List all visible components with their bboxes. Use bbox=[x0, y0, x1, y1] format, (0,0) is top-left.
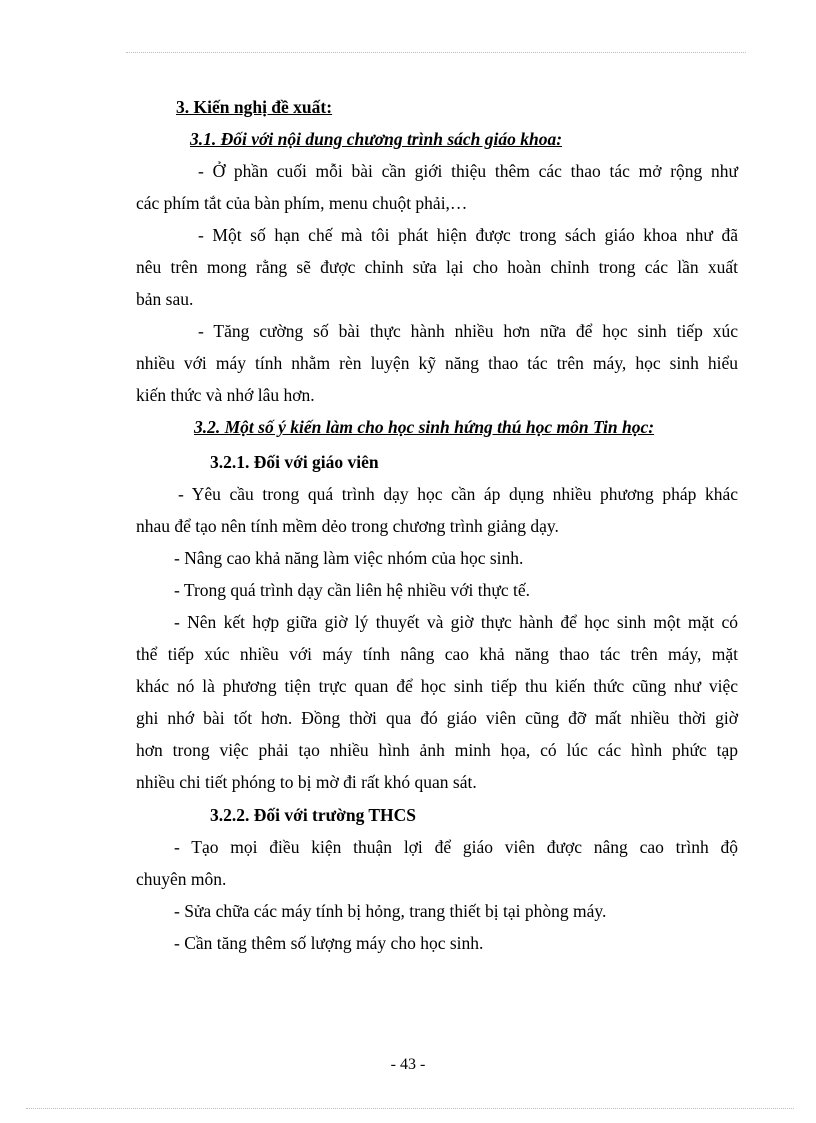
paragraph-line: - Sửa chữa các máy tính bị hỏng, trang thiết bị tại phòng máy. bbox=[174, 901, 607, 921]
paragraph-line: - Nên kết hợp giữa giờ lý thuyết và giờ thực hành để học sinh một mặt có bbox=[174, 612, 738, 632]
paragraph-line: hơn trong việc phải tạo nhiều hình ảnh minh họa, có lúc các hình phức tạp bbox=[136, 740, 738, 760]
paragraph-line: nhau để tạo nên tính mềm dẻo trong chương trình giảng dạy. bbox=[136, 516, 559, 536]
paragraph-line: - Tạo mọi điều kiện thuận lợi để giáo viên được nâng cao trình độ bbox=[174, 837, 738, 857]
paragraph-line: - Yêu cầu trong quá trình dạy học cần áp dụng nhiều phương pháp khác bbox=[178, 484, 738, 504]
page-border-bottom bbox=[26, 1108, 794, 1109]
paragraph-line: - Tăng cường số bài thực hành nhiều hơn nữa để học sinh tiếp xúc bbox=[198, 321, 738, 341]
paragraph-line: nhiều với máy tính nhằm rèn luyện kỹ năng thao tác trên máy, học sinh hiểu bbox=[136, 353, 738, 373]
paragraph-line: nêu trên mong rằng sẽ được chỉnh sửa lại cho hoàn chỉnh trong các lần xuất bbox=[136, 257, 738, 277]
section-heading: 3. Kiến nghị đề xuất: bbox=[176, 97, 333, 117]
paragraph-line: - Cần tăng thêm số lượng máy cho học sinh. bbox=[174, 933, 484, 953]
subsection-heading-3-2: 3.2. Một số ý kiến làm cho học sinh hứng thú học môn Tin học: bbox=[194, 417, 655, 437]
paragraph-line: các phím tắt của bàn phím, menu chuột phải,… bbox=[136, 193, 468, 213]
paragraph-line: bản sau. bbox=[136, 289, 194, 309]
paragraph-line: - Trong quá trình dạy cần liên hệ nhiều với thực tế. bbox=[174, 580, 531, 600]
subsection-heading-3-1: 3.1. Đối với nội dung chương trình sách giáo khoa: bbox=[190, 129, 563, 149]
paragraph-line: kiến thức và nhớ lâu hơn. bbox=[136, 385, 315, 405]
paragraph-line: - Ở phần cuối mỗi bài cần giới thiệu thêm các thao tác mở rộng như bbox=[198, 161, 738, 181]
paragraph-line: chuyên môn. bbox=[136, 869, 227, 889]
paragraph-line: nhiều chi tiết phóng to bị mờ đi rất khó quan sát. bbox=[136, 772, 477, 792]
page-number: - 43 - bbox=[390, 1056, 426, 1073]
paragraph-line: ghi nhớ bài tốt hơn. Đồng thời qua đó giáo viên cũng đỡ mất nhiều thời giờ bbox=[136, 708, 738, 728]
paragraph-line: - Nâng cao khả năng làm việc nhóm của học sinh. bbox=[174, 548, 524, 568]
page-border-top bbox=[126, 52, 746, 53]
subsection-heading-3-2-1: 3.2.1. Đối với giáo viên bbox=[210, 452, 379, 472]
paragraph-line: thể tiếp xúc nhiều với máy tính nâng cao khả năng thao tác trên máy, mặt bbox=[136, 644, 738, 664]
paragraph-line: - Một số hạn chế mà tôi phát hiện được trong sách giáo khoa như đã bbox=[198, 225, 738, 245]
subsection-heading-3-2-2: 3.2.2. Đối với trường THCS bbox=[210, 805, 417, 825]
paragraph-line: khác nó là phương tiện trực quan để học sinh tiếp thu kiến thức cũng như việc bbox=[136, 676, 738, 696]
